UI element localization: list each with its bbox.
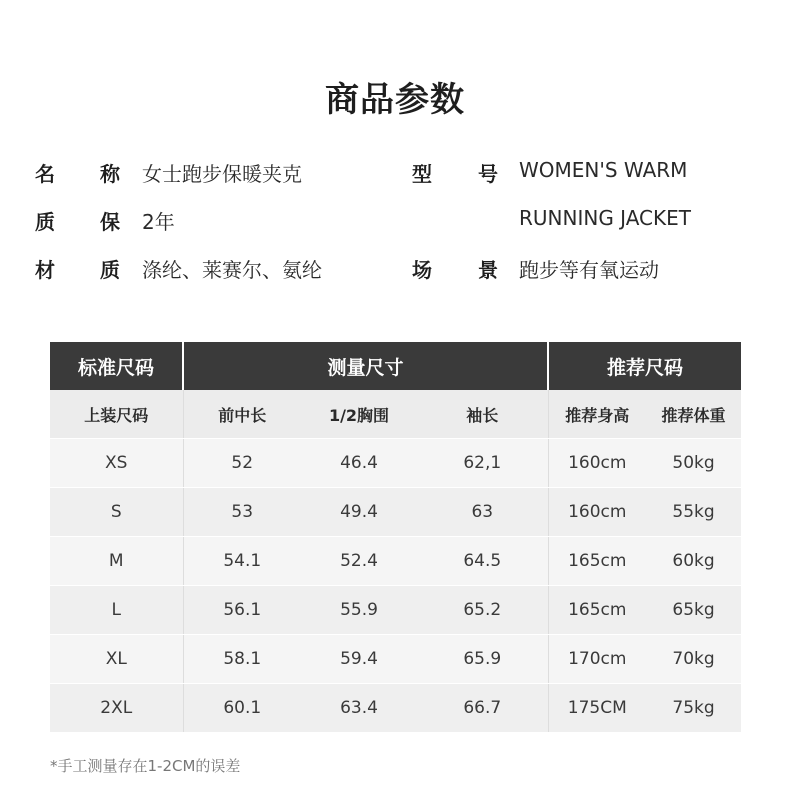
cell-height: 170cm [548, 635, 646, 684]
table-row [50, 537, 741, 586]
cell-front-length: 58.1 [183, 635, 301, 684]
cell-height: 165cm [548, 537, 646, 586]
group-header-recommended-size: 推荐尺码 [548, 342, 741, 390]
group-header-standard-size: 标准尺码 [50, 342, 183, 390]
cell-weight: 55kg [646, 488, 741, 537]
cell-size: XS [50, 439, 183, 488]
table-row [50, 586, 741, 635]
cell-front-length: 52 [183, 439, 301, 488]
spec-label-model-1: 型 [412, 162, 432, 186]
group-header-measurements: 测量尺寸 [183, 342, 548, 390]
cell-sleeve-length: 66.7 [417, 684, 548, 733]
cell-half-chest: 49.4 [301, 488, 417, 537]
measurement-note: *手工测量存在1-2CM的误差 [50, 757, 241, 775]
spec-label-warranty-1: 质 [35, 210, 55, 234]
cell-height: 160cm [548, 439, 646, 488]
cell-size: L [50, 586, 183, 635]
spec-material-value: 涤纶、莱赛尔、氨纶 [142, 258, 322, 282]
column-header-sleeve-length: 袖长 [417, 390, 548, 439]
cell-front-length: 56.1 [183, 586, 301, 635]
cell-half-chest: 46.4 [301, 439, 417, 488]
table-row [50, 635, 741, 684]
cell-size: 2XL [50, 684, 183, 733]
cell-weight: 75kg [646, 684, 741, 733]
column-header-recommended-height: 推荐身高 [548, 390, 646, 439]
cell-half-chest: 63.4 [301, 684, 417, 733]
cell-half-chest: 59.4 [301, 635, 417, 684]
cell-weight: 50kg [646, 439, 741, 488]
cell-front-length: 54.1 [183, 537, 301, 586]
cell-half-chest: 52.4 [301, 537, 417, 586]
spec-name-value: 女士跑步保暖夹克 [142, 162, 302, 186]
cell-weight: 60kg [646, 537, 741, 586]
spec-label-scene-1: 场 [412, 258, 432, 282]
spec-label-model-2: 号 [478, 162, 498, 186]
cell-size: S [50, 488, 183, 537]
size-chart-table [50, 342, 741, 733]
cell-size: XL [50, 635, 183, 684]
column-header-recommended-weight: 推荐体重 [646, 390, 741, 439]
cell-sleeve-length: 64.5 [417, 537, 548, 586]
cell-front-length: 60.1 [183, 684, 301, 733]
cell-half-chest: 55.9 [301, 586, 417, 635]
cell-size: M [50, 537, 183, 586]
spec-label-scene-2: 景 [478, 258, 498, 282]
table-row [50, 488, 741, 537]
spec-model-value-line1: WOMEN'S WARM [519, 158, 688, 182]
cell-front-length: 53 [183, 488, 301, 537]
cell-weight: 65kg [646, 586, 741, 635]
group-header-row [50, 342, 741, 390]
cell-height: 160cm [548, 488, 646, 537]
column-header-half-chest: 1/2胸围 [301, 390, 417, 439]
cell-sleeve-length: 65.2 [417, 586, 548, 635]
column-header-front-length: 前中长 [183, 390, 301, 439]
cell-height: 165cm [548, 586, 646, 635]
cell-height: 175CM [548, 684, 646, 733]
table-row [50, 684, 741, 733]
spec-label-name-2: 称 [100, 162, 120, 186]
spec-label-warranty-2: 保 [100, 210, 120, 234]
column-header-top-size: 上装尺码 [50, 390, 183, 439]
cell-sleeve-length: 62,1 [417, 439, 548, 488]
spec-label-material-1: 材 [35, 258, 55, 282]
spec-warranty-value: 2年 [142, 210, 175, 234]
spec-label-material-2: 质 [100, 258, 120, 282]
column-header-row [50, 390, 741, 439]
spec-label-name-1: 名 [35, 162, 55, 186]
cell-sleeve-length: 63 [417, 488, 548, 537]
page-title: 商品参数 [325, 80, 465, 120]
table-row [50, 439, 741, 488]
spec-scene-value: 跑步等有氧运动 [519, 258, 659, 282]
cell-weight: 70kg [646, 635, 741, 684]
spec-model-value-line2: RUNNING JACKET [519, 206, 691, 230]
cell-sleeve-length: 65.9 [417, 635, 548, 684]
